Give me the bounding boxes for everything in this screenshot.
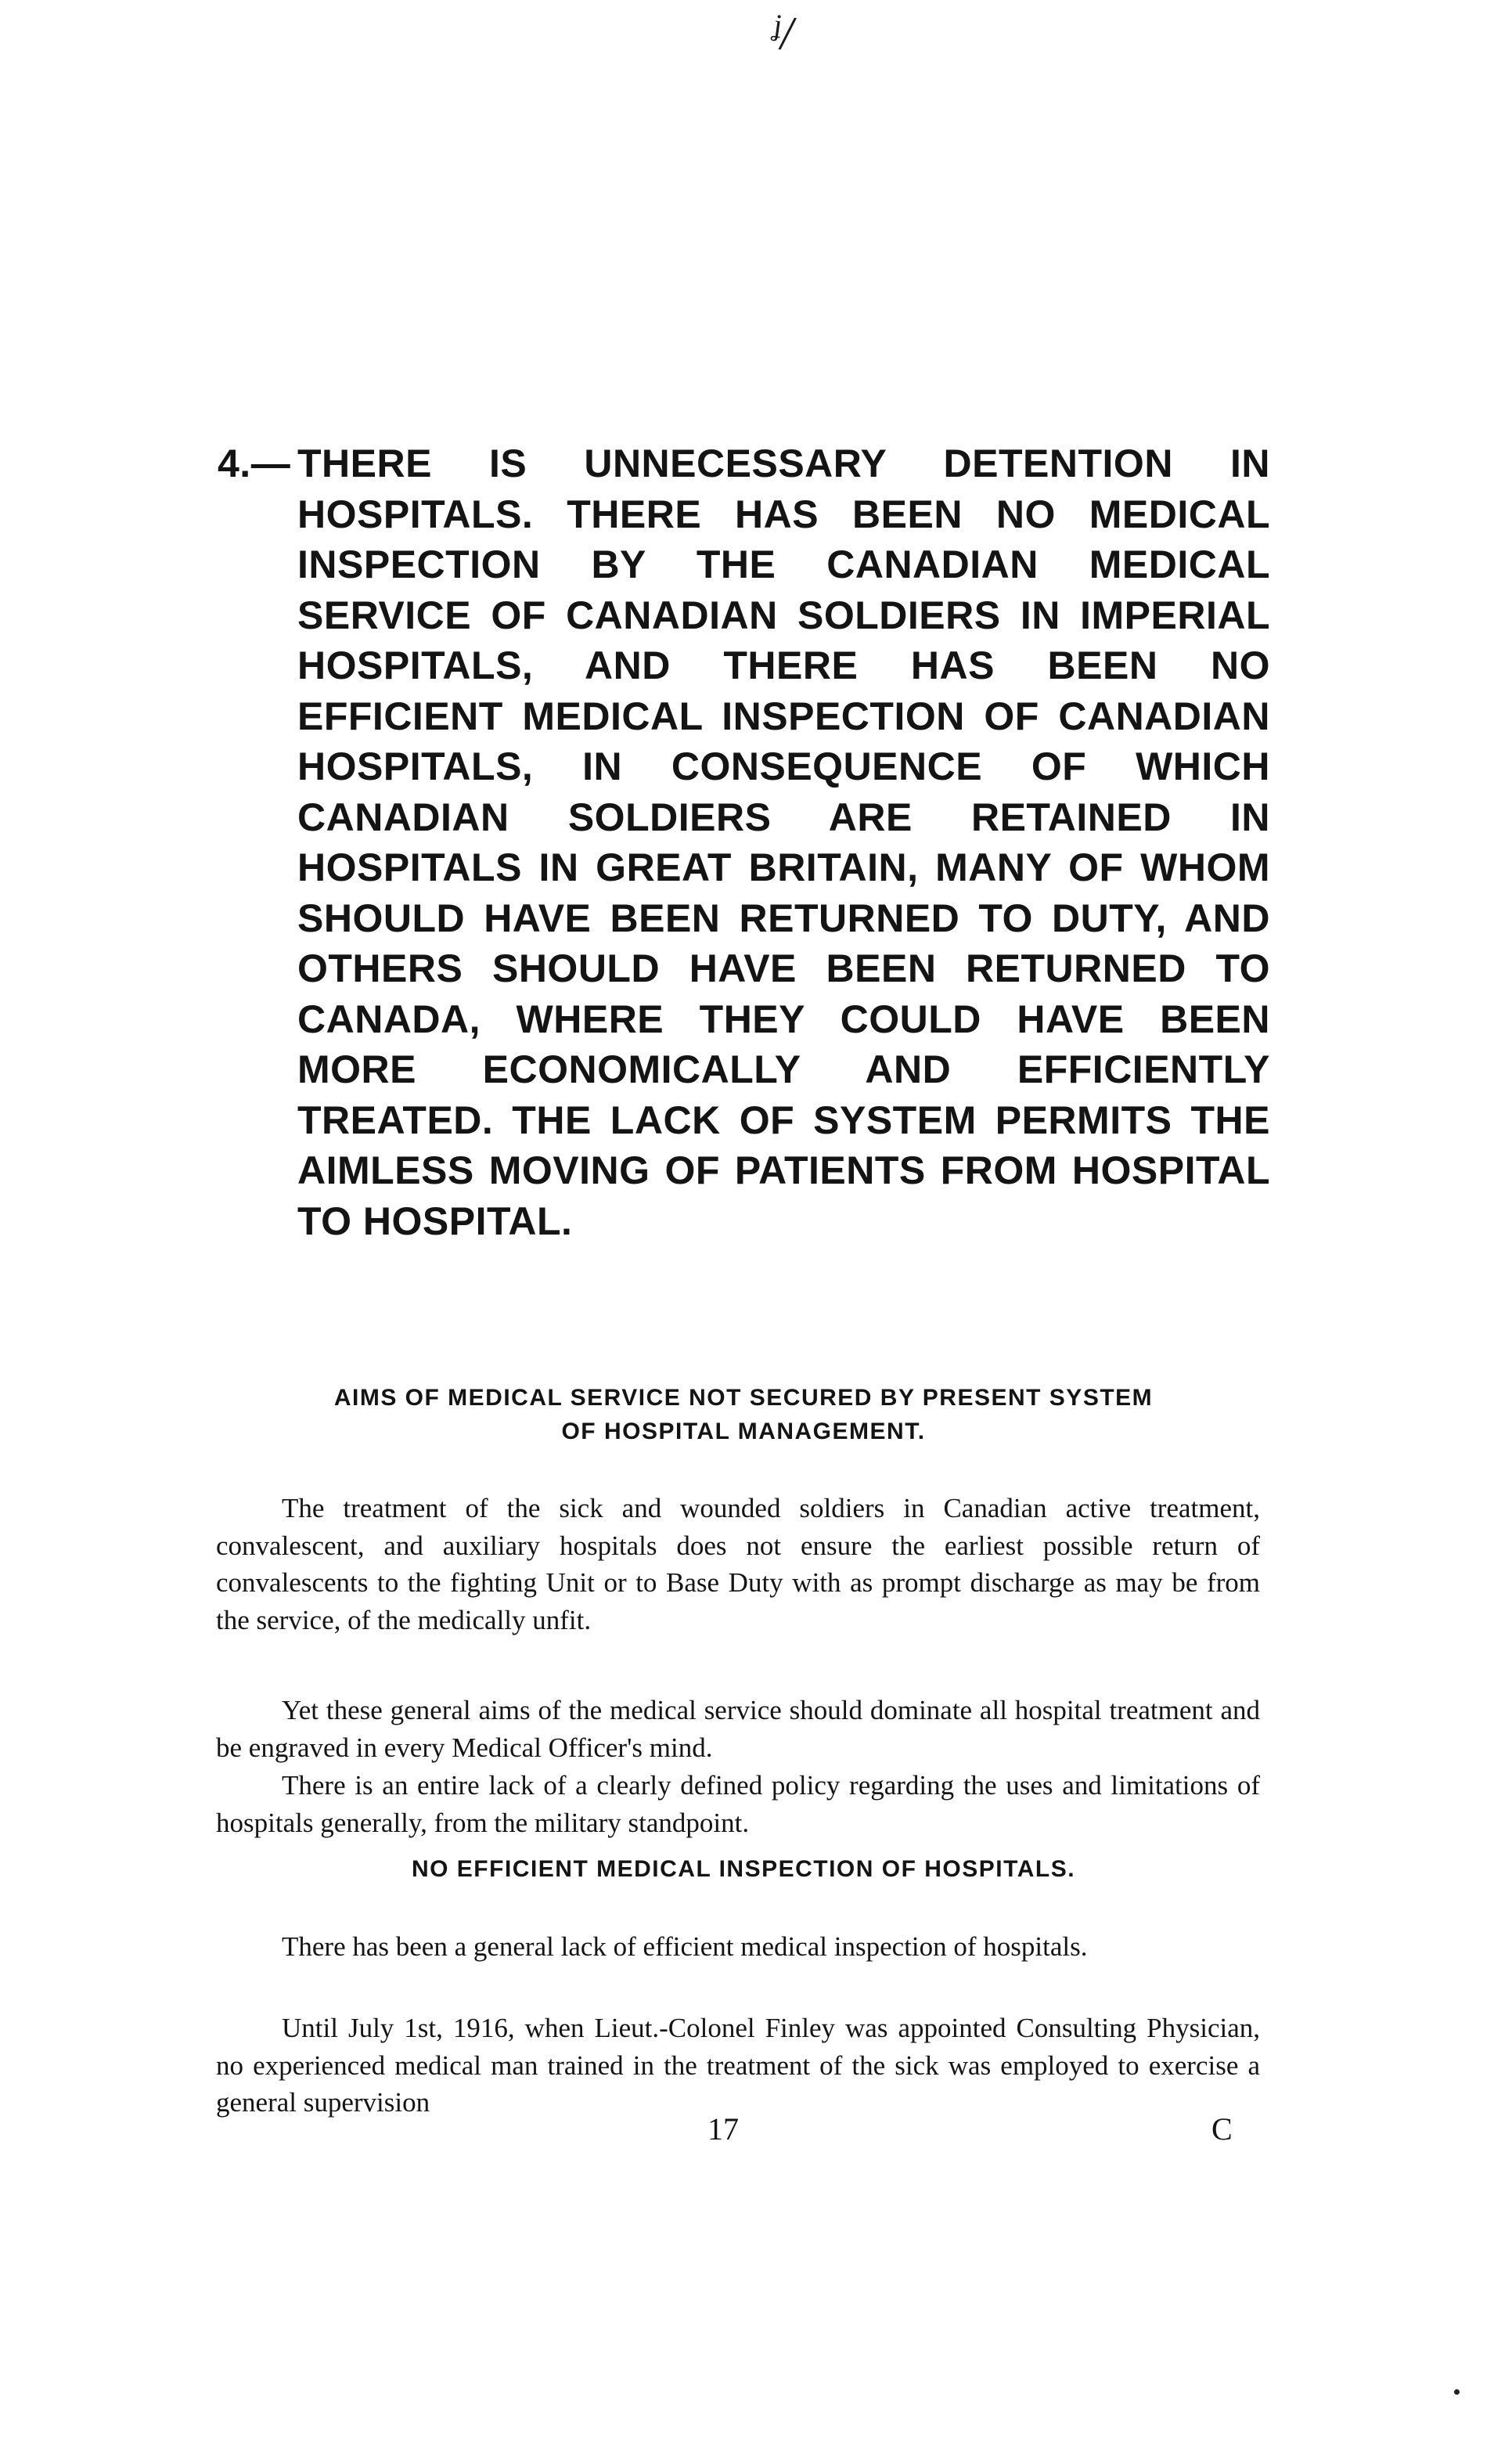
paragraph-aims-2: Yet these general aims of the medical service should dominate all hospital treatment and be engraved in every Medical Officer's mind. — [216, 1695, 1260, 1763]
paragraph-inspection-1: There has been a general lack of efficient medical inspection of hospitals. — [282, 1931, 1088, 1962]
section-title-aims — [211, 1381, 1276, 1448]
heading-text: THERE IS UNNECESSARY DETENTION IN HOSPITALS. THERE HAS BEEN NO MEDICAL INSPECTION BY THE CANADIAN MEDICAL SERVICE OF CANADIAN SOLDIERS IN IMPERIAL HOSPITALS, AND THERE HAS BEEN NO EFFICIENT MEDICAL INSPECTION OF CANADIAN HOSPITALS, IN CONSEQUENCE OF WHICH CANADIAN SOLDIERS ARE RETAINED IN HOSPITALS IN GREAT BRITAIN, MANY OF WHOM SHOULD HAVE BEEN RETURNED TO DUTY, AND OTHERS SHOULD HAVE BEEN RETURNED TO CANADA, WHERE THEY COULD HAVE BEEN MORE ECONOMICALLY AND EFFICIENTLY TREATED. THE LACK OF SYSTEM PERMITS THE AIMLESS MOVING OF PATIENTS FROM HOSPITAL TO HOSPITAL. — [297, 442, 1270, 1243]
paragraph-aims-3: There is an entire lack of a clearly defined policy regarding the uses and limitations of hospitals generally, from the military standpoint. — [216, 1770, 1260, 1838]
heading-number: 4.— — [218, 442, 291, 485]
paragraph-inspection-2: Until July 1st, 1916, when Lieut.-Colonel Finley was appointed Consulting Physician, no experienced medical man trained in the treatment of the sick was employed to exercise a general supervision — [216, 2013, 1260, 2118]
handwritten-page-mark: ᶨ/ — [767, 3, 798, 62]
signature-mark: C — [1211, 2111, 1233, 2147]
paragraph-aims-1: The treatment of the sick and wounded soldiers in Canadian active treatment, convalescent, and auxiliary hospitals does not ensure the earliest possible return of convalescents to the fighting Unit or to Base Duty with as prompt discharge as may be from the service, of the medically unfit. — [216, 1493, 1260, 1635]
section-title-inspection: NO EFFICIENT MEDICAL INSPECTION OF HOSPITALS. — [411, 1856, 1076, 1882]
section-title-aims-line1: AIMS OF MEDICAL SERVICE NOT SECURED BY PRESENT SYSTEM — [333, 1385, 1154, 1411]
stray-ink-dot — [1454, 2389, 1460, 2395]
numbered-heading — [218, 438, 1270, 1246]
page-number: 17 — [707, 2111, 739, 2147]
section-title-aims-line2: OF HOSPITAL MANAGEMENT. — [561, 1419, 926, 1444]
